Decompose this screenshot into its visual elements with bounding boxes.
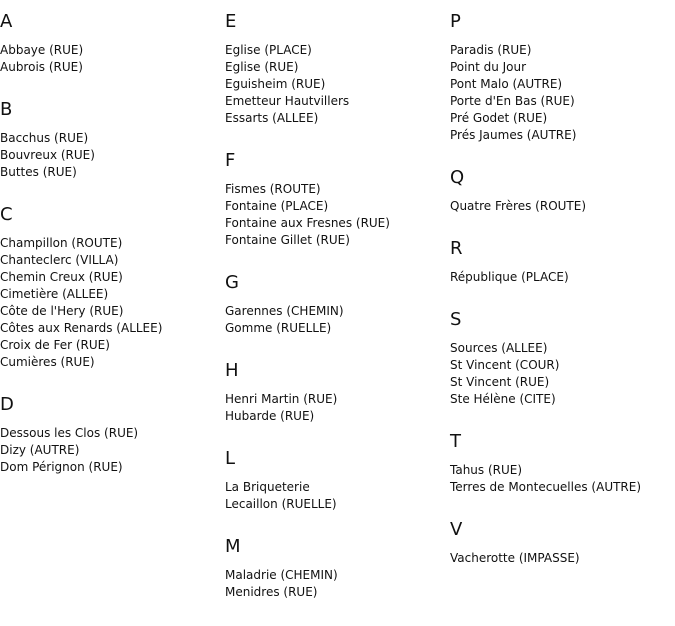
section-s [450,309,670,408]
street-item: Fontaine Gillet (RUE) [225,233,350,247]
street-item: Sources (ALLEE) [450,341,548,355]
street-index-column-3 [450,0,670,567]
street-item: Pré Godet (RUE) [450,111,548,125]
street-item: Chanteclerc (VILLA) [0,253,119,267]
section-letter: R [450,238,463,259]
street-list [450,269,670,286]
street-item: République (PLACE) [450,270,569,284]
street-item: Gomme (RUELLE) [225,321,332,335]
street-list [450,462,670,496]
street-item: Menidres (RUE) [225,585,318,599]
street-item: Paradis (RUE) [450,43,532,57]
section-letter: S [450,309,462,330]
section-d [0,394,220,476]
section-letter: V [450,519,463,540]
street-list [225,567,445,601]
section-letter: P [450,11,461,32]
street-item: Abbaye (RUE) [0,43,84,57]
street-item: Quatre Frères (ROUTE) [450,199,587,213]
street-item: Eguisheim (RUE) [225,77,326,91]
street-item: Cimetière (ALLEE) [0,287,109,301]
section-m [225,536,445,601]
street-item: Pont Malo (AUTRE) [450,77,563,91]
section-letter: T [450,431,461,452]
section-letter: D [0,394,14,415]
street-list [0,42,220,76]
street-list [450,340,670,408]
street-index-column-1 [0,0,220,476]
street-item: Porte d'En Bas (RUE) [450,94,575,108]
section-f [225,150,445,249]
street-item: Vacherotte (IMPASSE) [450,551,580,565]
section-p [450,11,670,144]
section-g [225,272,445,337]
street-item: Chemin Creux (RUE) [0,270,123,284]
section-letter: A [0,11,13,32]
section-letter: L [225,448,236,469]
street-item: Emetteur Hautvillers [225,94,350,108]
section-h [225,360,445,425]
section-letter: C [0,204,13,225]
street-item: Aubrois (RUE) [0,60,83,74]
street-list [225,479,445,513]
street-item: Eglise (RUE) [225,60,299,74]
section-e [225,11,445,127]
street-item: Ste Hélène (CITE) [450,392,556,406]
section-t [450,431,670,496]
street-item: Lecaillon (RUELLE) [225,497,337,511]
street-item: St Vincent (COUR) [450,358,560,372]
section-b [0,99,220,181]
street-item: Dom Pérignon (RUE) [0,460,123,474]
street-item: Garennes (CHEMIN) [225,304,344,318]
street-list [450,198,670,215]
section-l [225,448,445,513]
street-item: Buttes (RUE) [0,165,77,179]
street-item: La Briqueterie [225,480,310,494]
street-item: Eglise (PLACE) [225,43,312,57]
street-item: Côtes aux Renards (ALLEE) [0,321,163,335]
street-item: Hubarde (RUE) [225,409,315,423]
street-item: Point du Jour [450,60,527,74]
section-letter: F [225,150,236,171]
section-letter: M [225,536,241,557]
section-letter: G [225,272,239,293]
street-item: Fismes (ROUTE) [225,182,321,196]
street-list [225,181,445,249]
street-item: Fontaine (PLACE) [225,199,329,213]
street-item: Bacchus (RUE) [0,131,89,145]
street-item: Croix de Fer (RUE) [0,338,110,352]
street-item: Fontaine aux Fresnes (RUE) [225,216,390,230]
street-item: Tahus (RUE) [450,463,523,477]
street-item: Champillon (ROUTE) [0,236,123,250]
section-letter: E [225,11,237,32]
section-letter: Q [450,167,465,188]
section-c [0,204,220,371]
street-item: Prés Jaumes (AUTRE) [450,128,577,142]
section-a [0,11,220,76]
street-list [0,235,220,371]
street-item: Henri Martin (RUE) [225,392,338,406]
street-list [450,550,670,567]
street-item: Dizy (AUTRE) [0,443,80,457]
street-list [0,130,220,181]
section-q [450,167,670,215]
street-item: St Vincent (RUE) [450,375,550,389]
street-item: Côte de l'Hery (RUE) [0,304,124,318]
street-list [225,303,445,337]
street-item: Bouvreux (RUE) [0,148,95,162]
street-list [225,391,445,425]
street-item: Maladrie (CHEMIN) [225,568,338,582]
street-item: Essarts (ALLEE) [225,111,319,125]
section-r [450,238,670,286]
section-letter: B [0,99,13,120]
street-list [225,42,445,127]
street-list [450,42,670,144]
street-item: Cumières (RUE) [0,355,95,369]
street-list [0,425,220,476]
street-index-column-2 [225,0,445,601]
street-item: Terres de Montecuelles (AUTRE) [450,480,642,494]
section-v [450,519,670,567]
section-letter: H [225,360,239,381]
street-item: Dessous les Clos (RUE) [0,426,139,440]
